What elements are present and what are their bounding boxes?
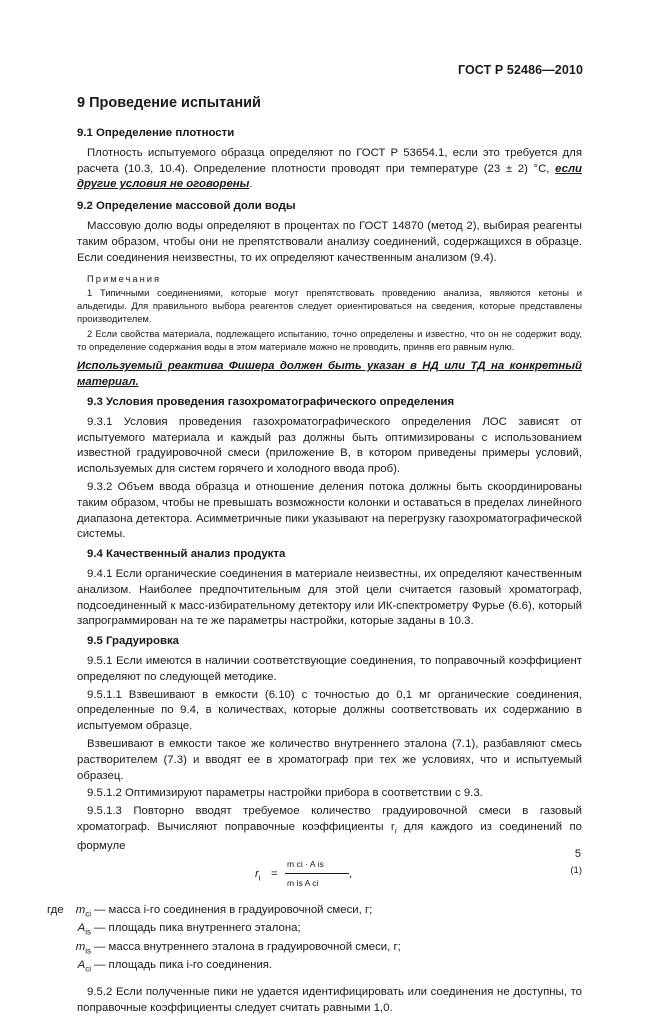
page-content	[47, 94, 582, 1020]
paragraph-9-3-1: 9.3.1 Условия проведения газохроматографического определения ЛОС зависят от испытуемого материала и каждый раз должны быть оптимизированы с использованием известной градуировочной смеси (приложение В, в котором приведены примеры условий, используемых для систем горячего и холодного ввода проб).	[77, 415, 582, 476]
legend-symbol	[63, 940, 94, 958]
legend-text-1: — площадь пика внутреннего эталона;	[94, 922, 301, 935]
paragraph-9-2: Массовую долю воды определяют в процентах по ГОСТ 14870 (метод 2), выбирая реагенты таким образом, чтобы они не препятствовали анализу соединений, содержащихся в образце. Если соединения неизвестны, то их определяют качественным анализом (9.4).	[77, 219, 582, 264]
legend-spacer	[47, 921, 63, 939]
legend-row	[47, 958, 582, 976]
legend-text-0: — масса i-го соединения в градуировочной смеси, г;	[94, 903, 373, 916]
legend-sub-3: ci	[85, 964, 91, 974]
note-1: 1 Типичными соединениями, которые могут препятствовать проведению анализа, являются кетоны и альдегиды. Для правильного выбора реагентов следует ориентироваться на сведения, которые представлены производителем.	[77, 287, 582, 325]
paragraph-9-5-1: 9.5.1 Если имеются в наличии соответствующие соединения, то поправочный коэффициент определяют по следующей методике.	[77, 654, 582, 683]
formula-lhs-sub: i	[258, 873, 261, 883]
legend-sym-1: A	[77, 922, 86, 935]
legend-sub-2: is	[85, 946, 91, 956]
subsection-9-2-title: 9.2 Определение массовой доли воды	[77, 200, 296, 213]
emphasis-other-conditions: если другие условия не оговорены	[77, 162, 582, 191]
paragraph-9-1: Плотность испытуемого образца определяют по ГОСТ Р 53654.1, если это требуется для расчета (10.3, 10.4). Определение плотности проводят при температуре (23 ± 2) °С, если другие условия не оговорены.	[77, 146, 582, 191]
paragraph-9-5-1-3-text: 9.5.1.3 Повторно вводят требуемое количество градуировочной смеси в газовый хроматограф. Вычисляют поправочные коэффициенты r	[77, 805, 582, 833]
legend-text-2: — масса внутреннего эталона в градуировочной смеси, г;	[94, 940, 401, 953]
subsection-9-1-title: 9.1 Определение плотности	[77, 127, 235, 139]
emphasis-fisher-reagent: Используемый реактива Фишера должен быть указан в НД или ТД на конкретный материал.	[77, 360, 582, 389]
subsection-9-4-title: 9.4 Качественный анализ продукта	[87, 548, 286, 561]
formula-comma: ,	[349, 867, 353, 880]
legend-symbol	[63, 958, 94, 976]
legend-symbol	[63, 903, 94, 921]
legend-text-3: — площадь пика i-го соединения.	[94, 959, 273, 972]
legend-symbol	[63, 921, 94, 939]
formula-denominator: m is A ci	[287, 877, 319, 888]
legend-prefix: где	[47, 903, 64, 916]
formula-1	[77, 857, 582, 897]
formula-number: (1)	[570, 864, 582, 876]
subsection-9-5-title: 9.5 Градуировка	[87, 635, 179, 648]
fraction-bar	[285, 873, 349, 874]
fisher-reagent-paragraph	[77, 359, 582, 391]
note-2: 2 Если свойства материала, подлежащего испытанию, точно определены и известно, что он не содержит воду, то определение содержания воды в этом материале можно не проводить, приняв его равным нулю.	[77, 328, 582, 353]
section-title: 9 Проведение испытаний	[77, 95, 261, 111]
paragraph-9-5-1-2: 9.5.1.2 Оптимизируют параметры настройки прибора в соответствии с 9.3.	[87, 787, 483, 800]
legend-row	[47, 940, 582, 958]
legend-sym-3: A	[77, 959, 86, 972]
page-number: 5	[574, 848, 581, 860]
paragraph-9-4-1: 9.4.1 Если органические соединения в материале неизвестны, их определяют качественным анализом. Наиболее предпочтительным для этой цели считается газовый хроматограф, подсоединенный к масс-избирательному детектору или ИК-спектрометру Фурье (6.6), который запрограммирован на те же параметры настройки, которые заданы в 10.3.	[77, 567, 582, 628]
legend-sym-2: m	[75, 940, 86, 953]
notes-title: Примечания	[87, 273, 162, 285]
subsection-9-3-title: 9.3 Условия проведения газохроматографического определения	[87, 395, 455, 408]
formula-numerator: m ci · A is	[287, 858, 324, 869]
legend-spacer	[47, 958, 63, 976]
paragraph-9-5-1-1: 9.5.1.1 Взвешивают в емкости (6.10) с точностью до 0,1 мг органические соединения, определенные по 9.4, в количествах, которые должны соответствовать их содержанию в испытуемом образце.	[77, 688, 582, 733]
legend-spacer	[47, 940, 63, 958]
legend-sym-0: m	[75, 903, 86, 916]
standard-header: ГОСТ Р 52486—2010	[457, 63, 583, 77]
r-subscript: i	[394, 826, 397, 836]
formula-legend	[47, 903, 582, 977]
paragraph-9-5-2: 9.5.2 Если полученные пики не удается идентифицировать или соединения не доступны, то поправочные коэффициенты следует считать равными 1,0.	[77, 985, 582, 1014]
paragraph-9-3-2: 9.3.2 Объем ввода образца и отношение деления потока должны быть скоординированы таким образом, чтобы не превышать возможности колонки и оставаться в пределах линейного диапазона детектора. Асимметричные пики указывают на перегрузку газохроматографической системы.	[77, 480, 582, 541]
legend-sub-1: is	[85, 927, 91, 937]
legend-sub-0: ci	[85, 909, 91, 919]
paragraph-9-1-text: Плотность испытуемого образца определяют по ГОСТ Р 53654.1, если это требуется для расчета (10.3, 10.4). Определение плотности проводят при температуре (23 ± 2) °С,	[77, 146, 582, 175]
formula-lhs	[255, 867, 261, 886]
paragraph-9-5-1-3-end: для каждого из соединений по формуле	[77, 820, 582, 852]
formula-equals: =	[271, 867, 278, 880]
legend-row	[47, 921, 582, 939]
paragraph-9-5-1-3	[77, 804, 582, 855]
paragraph-9-5-1-1-cont: Взвешивают в емкости такое же количество внутреннего эталона (7.1), разбавляют смесь растворителем (7.3) и вводят ее в хроматограф при тех же условиях, что и испытуемый образец.	[77, 737, 582, 782]
legend-row	[47, 903, 582, 921]
formula-lhs-symbol: r	[255, 867, 259, 880]
